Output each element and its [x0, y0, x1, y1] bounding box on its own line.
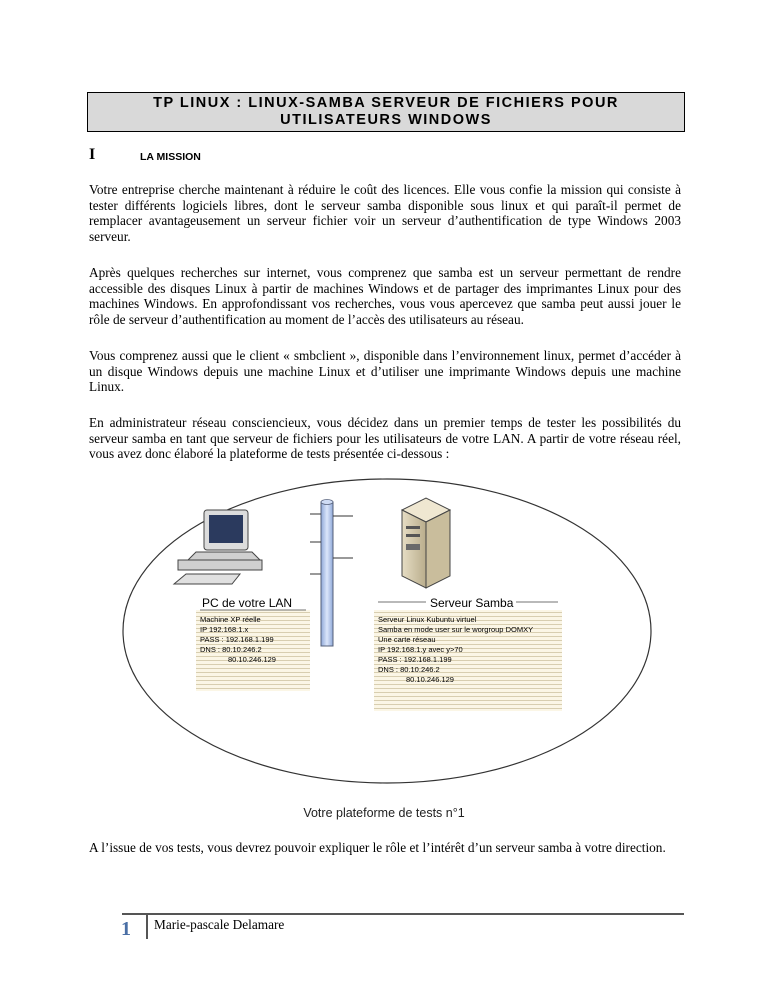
server-line: DNS : 80.10.246.2 [378, 665, 440, 674]
pc-title: PC de votre LAN [202, 596, 293, 610]
pc-line: IP 192.168.1.x [200, 625, 249, 634]
server-line: Serveur Linux Kubuntu virtuel [378, 615, 477, 624]
server-icon [402, 498, 450, 588]
footer-divider [122, 913, 684, 915]
footer-divider-vertical [146, 913, 148, 939]
pc-line: 80.10.246.129 [228, 655, 276, 664]
closing-paragraph: A l’issue de vos tests, vous devrez pouvoir expliquer le rôle et l’intérêt d’un serveur samba à votre direction. [89, 840, 666, 855]
pc-line: DNS : 80.10.246.2 [200, 645, 262, 654]
title-box [87, 92, 685, 132]
section-title: LA MISSION [140, 151, 201, 163]
pc-info-panel [196, 596, 310, 691]
server-title: Serveur Samba [430, 596, 514, 610]
section-number: I [89, 146, 96, 163]
server-line: IP 192.168.1.y avec y>70 [378, 645, 463, 654]
page-number: 1 [121, 918, 131, 940]
paragraph-4: En administrateur réseau consciencieux, vous décidez dans un premier temps de tester les possibilités du serveur samba en tant que serveur de fichiers pour les utilisateurs de votre LAN. A partir de votre réseau réel, vous avez donc élaboré la plateforme de tests présentée ci-dessous : [89, 415, 681, 461]
diagram-caption: Votre plateforme de tests n°1 [303, 806, 465, 820]
pc-line: Machine XP réelle [200, 615, 261, 624]
server-info-panel [374, 596, 562, 711]
network-diagram [120, 476, 654, 786]
server-line: PASS : 192.168.1.199 [378, 655, 452, 664]
title-line-2: UTILISATEURS WINDOWS [280, 112, 492, 128]
server-line: Une carte réseau [378, 635, 436, 644]
footer-author: Marie-pascale Delamare [154, 917, 285, 932]
server-line: 80.10.246.129 [406, 675, 454, 684]
server-line: Samba en mode user sur le worgroup DOMXY [378, 625, 534, 634]
pc-line: PASS : 192.168.1.199 [200, 635, 274, 644]
paragraph-2: Après quelques recherches sur internet, vous comprenez que samba est un serveur permettant de rendre accessible des disques Linux à partir de machines Windows et de partager des imprimantes Linux pour des machines Windows. En approfondissant vos recherches, vous vous apercevez que samba peut aussi jouer le rôle de serveur d’authentification au moment de l’accès des utilisateurs au réseau. [89, 265, 681, 327]
paragraph-1: Votre entreprise cherche maintenant à réduire le coût des licences. Elle vous confie la mission qui consiste à tester différents logiciels libres, dont le serveur samba disponible sous linux et qui paraît-il permet de remplacer avantageusement un serveur fichier voir un serveur d’authentification de type Windows 2003 serveur. [89, 182, 681, 244]
title-line-1: TP LINUX : LINUX-SAMBA SERVEUR DE FICHIERS POUR [153, 95, 619, 111]
network-bus [321, 502, 333, 646]
paragraph-3: Vous comprenez aussi que le client « smbclient », disponible dans l’environnement linux, permet d’accéder à un disque Windows depuis une machine Linux et d’utiliser une imprimante Windows depuis une machine Linux. [89, 348, 681, 394]
